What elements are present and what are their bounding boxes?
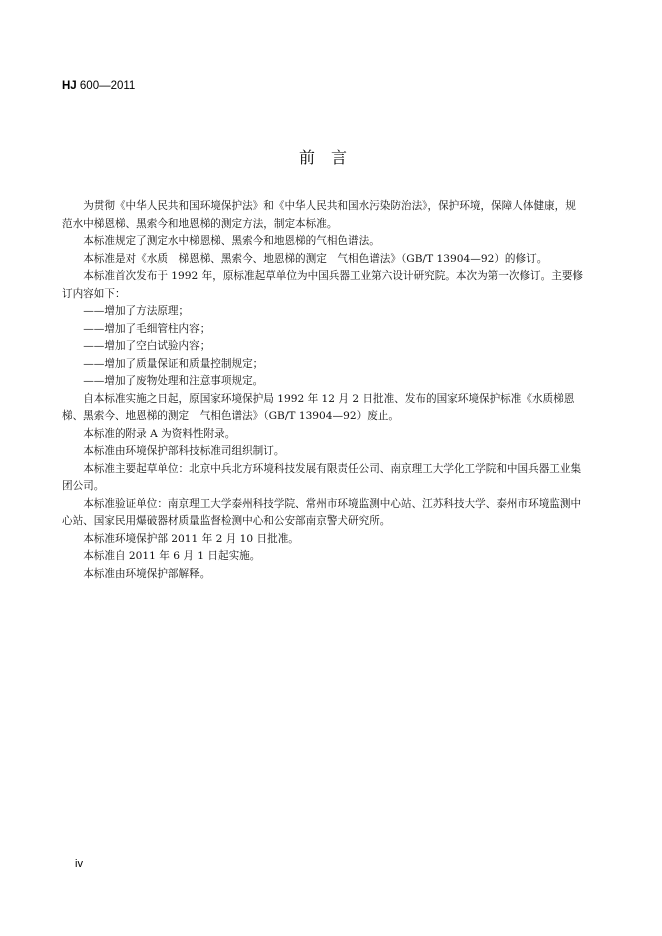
document-code-number: 600—2011 [76,80,136,92]
paragraph-appendix: 本标准的附录 A 为资料性附录。 [83,427,236,440]
list-item: ——增加了废物处理和注意事项规定。 [83,375,264,387]
page-number: iv [75,858,83,870]
document-code [62,80,135,92]
list-item: ——增加了空白试验内容； [83,340,211,352]
document-code-prefix: HJ [62,80,77,92]
paragraph-effective: 本标准自 2011 年 6 月 1 日起实施。 [83,550,261,562]
foreword-body [62,198,584,583]
paragraph-revision: 本标准是对《水质 梯恩梯、黑索今、地恩梯的测定 气相色谱法》（GB/T 13904—92）的修订。 [83,252,548,265]
list-item: ——增加了质量保证和质量控制规定； [83,357,264,370]
page-title: 前言 [298,148,363,167]
paragraph-history: 本标准首次发布于 1992 年，原标准起草单位为中国兵器工业第六设计研究院。本次为第一次修订。主要修订内容如下： [62,270,584,300]
paragraph-purpose: 为贯彻《中华人民共和国环境保护法》和《中华人民共和国水污染防治法》，保护环境，保障人体健康，规范水中梯恩梯、黑索今和地恩梯的测定方法，制定本标准。 [62,200,576,230]
list-item: ——增加了方法原理； [83,305,190,317]
paragraph-approval: 本标准环境保护部 2011 年 2 月 10 日批准。 [83,532,299,545]
list-item: ——增加了毛细管柱内容； [83,322,211,335]
paragraph-abolition: 自本标准实施之日起，原国家环境保护局 1992 年 12 月 2 日批准、发布的国家环境保护标准《水质梯恩梯、黑索今、地恩梯的测定 气相色谱法》（GB/T 13904—92）废止。 [62,392,575,422]
paragraph-interpretation: 本标准由环境保护部解释。 [83,567,211,580]
paragraph-organizer: 本标准由环境保护部科技标准司组织制订。 [83,445,285,457]
paragraph-drafters: 本标准主要起草单位：北京中兵北方环境科技发展有限责任公司、南京理工大学化工学院和中国兵器工业集团公司。 [62,462,582,492]
paragraph-validators: 本标准验证单位：南京理工大学泰州科技学院、常州市环境监测中心站、江苏科技大学、泰州市环境监测中心站、国家民用爆破器材质量监督检测中心和公安部南京警犬研究所。 [62,497,582,527]
paragraph-scope: 本标准规定了测定水中梯恩梯、黑索今和地恩梯的气相色谱法。 [83,235,380,247]
